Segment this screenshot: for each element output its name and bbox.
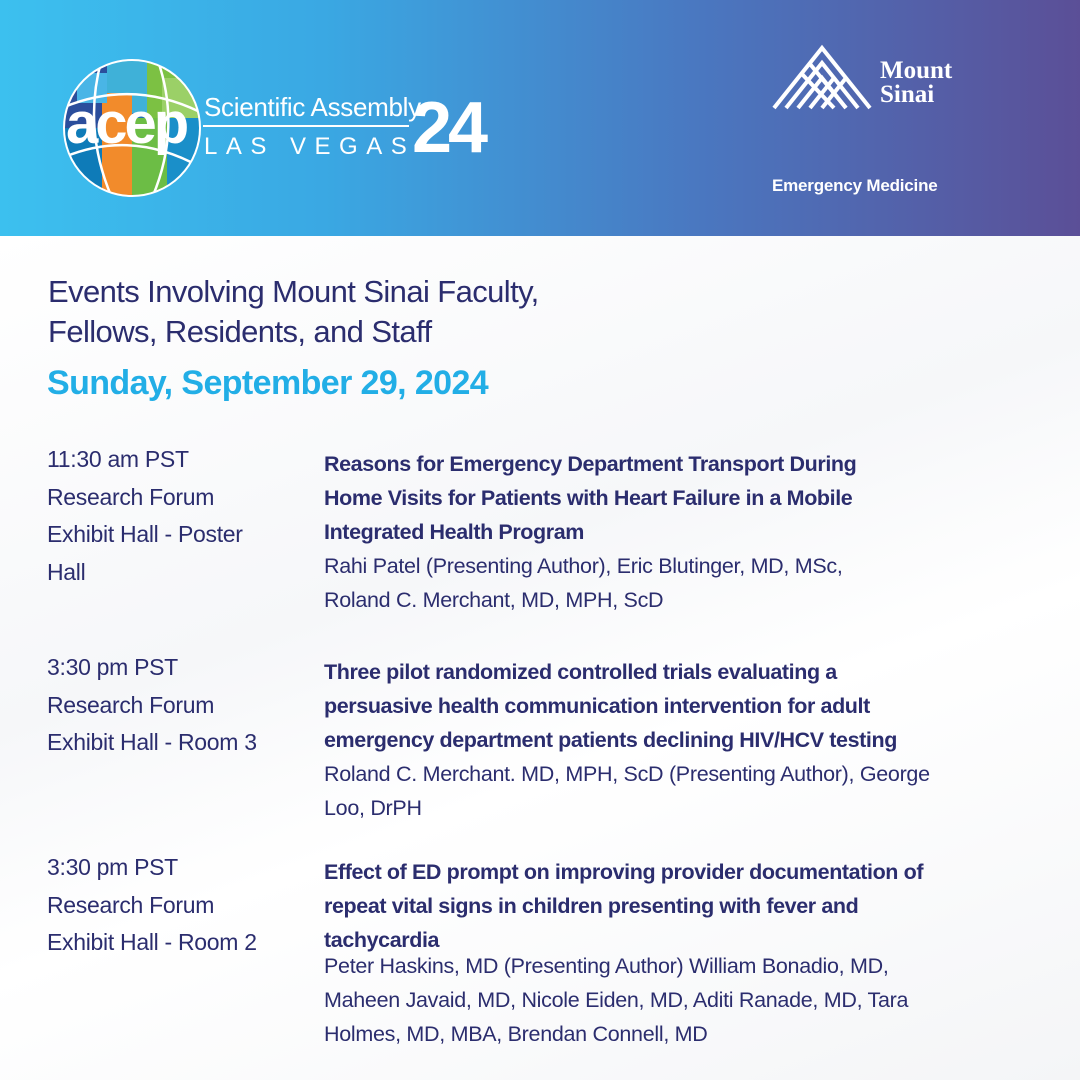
event-authors-line: Roland C. Merchant, MD, MPH, ScD xyxy=(324,588,664,612)
event-location-cont: Hall xyxy=(47,558,86,585)
page-title-line1: Events Involving Mount Sinai Faculty, xyxy=(48,274,539,309)
event-authors xyxy=(324,549,1064,617)
event-authors xyxy=(324,757,1064,825)
mount-sinai-name-line1: Mount xyxy=(880,57,953,84)
event-title-line: repeat vital signs in children presenting with fever and xyxy=(324,894,859,918)
event-title-line: Effect of ED prompt on improving provider documentation of xyxy=(324,860,924,884)
event-authors-line: Roland C. Merchant. MD, MPH, ScD (Presenting Author), George xyxy=(324,762,930,786)
acep-wordmark: acep xyxy=(66,91,187,156)
las-vegas-label: LAS VEGAS xyxy=(204,133,416,160)
page-title xyxy=(48,272,748,352)
event-time: 3:30 pm PST xyxy=(47,854,178,880)
event-title-line: tachycardia xyxy=(324,928,440,952)
event-title-line: Home Visits for Patients with Heart Failure in a Mobile xyxy=(324,486,853,510)
event-title-line: Reasons for Emergency Department Transport During xyxy=(324,452,857,476)
event-title xyxy=(324,447,1064,549)
scientific-assembly-label: Scientific Assembly xyxy=(204,92,421,122)
event-meta xyxy=(47,441,297,591)
event-title-line: Integrated Health Program xyxy=(324,520,584,544)
event-time: 11:30 am PST xyxy=(47,446,189,472)
event-title-line: Three pilot randomized controlled trials evaluating a xyxy=(324,660,837,684)
event-meta xyxy=(47,649,297,762)
event-authors-line: Rahi Patel (Presenting Author), Eric Blutinger, MD, MSc, xyxy=(324,554,843,578)
event-location: Exhibit Hall - Room 2 xyxy=(47,929,257,955)
event-authors-line: Loo, DrPH xyxy=(324,796,422,820)
event-time: 3:30 pm PST xyxy=(47,654,178,680)
event-session: Research Forum xyxy=(47,891,215,918)
title-divider xyxy=(203,125,409,127)
department-label: Emergency Medicine xyxy=(772,176,938,195)
mount-sinai-name-line2: Sinai xyxy=(880,81,935,108)
page-title-line2: Fellows, Residents, and Staff xyxy=(48,314,432,349)
event-location: Exhibit Hall - Room 3 xyxy=(47,729,257,755)
event-authors xyxy=(324,949,1064,1051)
header-banner xyxy=(0,0,1080,236)
year-label: 24 xyxy=(412,88,485,168)
event-title-line: emergency department patients declining HIV/HCV testing xyxy=(324,728,897,752)
event-title-line: persuasive health communication intervention for adult xyxy=(324,694,870,718)
event-location: Exhibit Hall - Poster xyxy=(47,521,243,547)
event-date: Sunday, September 29, 2024 xyxy=(47,364,489,402)
event-authors-line: Holmes, MD, MBA, Brendan Connell, MD xyxy=(324,1022,708,1046)
event-session: Research Forum xyxy=(47,691,215,718)
event-title xyxy=(324,855,1064,957)
event-authors-line: Peter Haskins, MD (Presenting Author) William Bonadio, MD, xyxy=(324,954,889,978)
mount-sinai-name xyxy=(880,59,952,107)
mount-sinai-peaks-icon xyxy=(772,44,872,110)
event-authors-line: Maheen Javaid, MD, Nicole Eiden, MD, Aditi Ranade, MD, Tara xyxy=(324,988,909,1012)
event-meta xyxy=(47,849,297,962)
event-title xyxy=(324,655,1064,757)
event-session: Research Forum xyxy=(47,483,215,510)
